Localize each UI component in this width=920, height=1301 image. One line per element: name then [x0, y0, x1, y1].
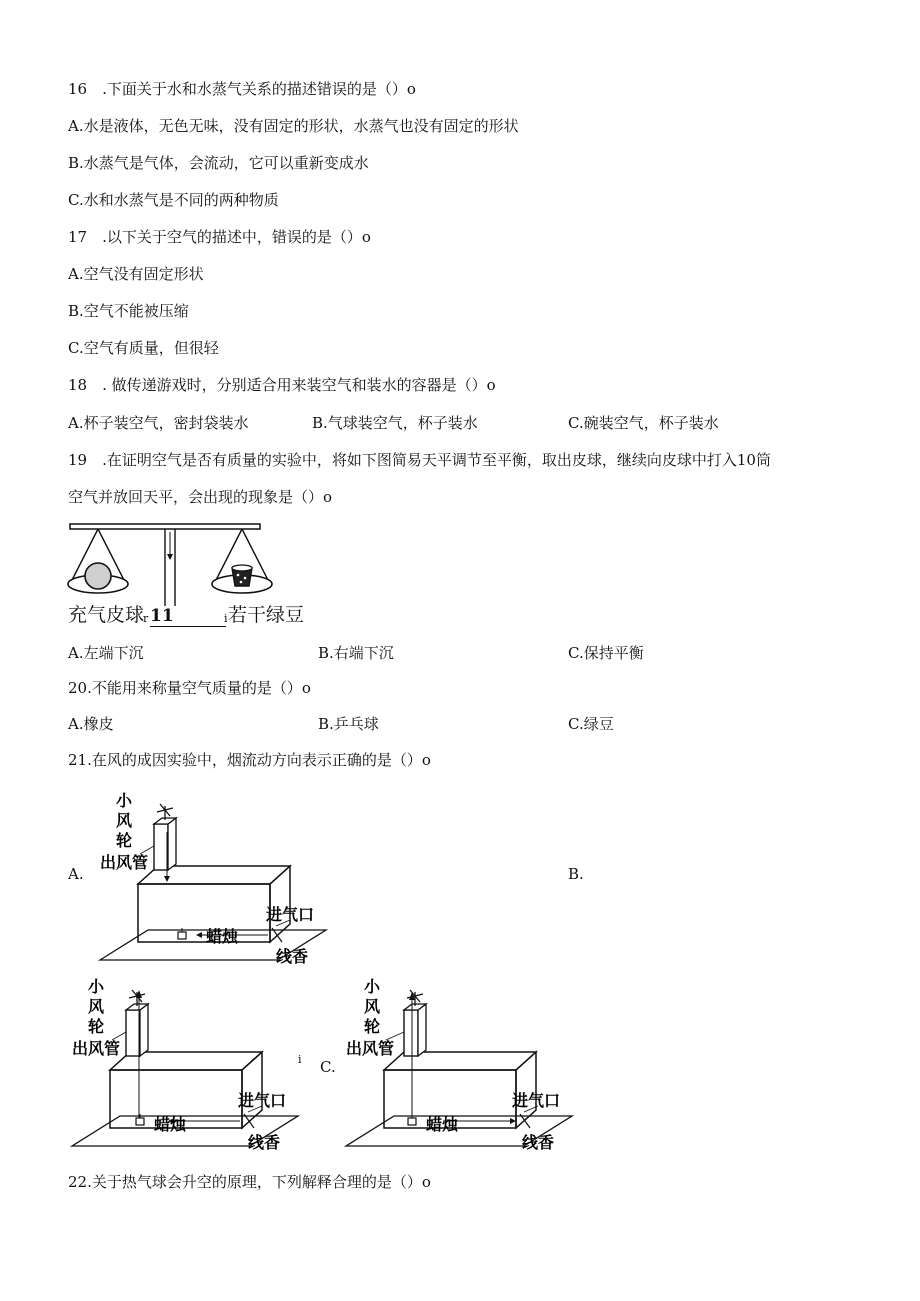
wind-figure-a — [98, 792, 328, 972]
q22-stem: 22.关于热气球会升空的原理，下列解释合理的是（）o — [68, 1173, 431, 1191]
q19-option-c: C.保持平衡 — [568, 644, 644, 662]
fig-c-label-inlet: 进气口 — [512, 1091, 561, 1110]
q19-option-b: B.右端下沉 — [318, 644, 394, 662]
balance-label-beans: 若干绿豆 — [228, 604, 305, 626]
q18-option-a: A.杯子装空气，密封袋装水 — [68, 414, 249, 432]
q21-label-c: C. — [320, 1058, 336, 1076]
fig-c-label-outlet: 出风管 — [346, 1039, 395, 1058]
q18-option-b: B.气球装空气，杯子装水 — [312, 414, 478, 432]
balance-label-ball: 充气皮球 — [68, 604, 145, 626]
q21-stem: 21.在风的成因实验中，烟流动方向表示正确的是（）o — [68, 751, 431, 769]
fig-b-label-outlet: 出风管 — [72, 1039, 121, 1058]
q20-option-a: A.橡皮 — [68, 715, 114, 733]
q20-option-b: B.乒乓球 — [318, 715, 379, 733]
fig-c-label-xiao: 小 — [364, 977, 381, 996]
fig-c-label-incense: 线香 — [522, 1133, 555, 1152]
fig-b-label-candle: 蜡烛 — [154, 1115, 187, 1134]
q16-option-a: A.水是液体，无色无味，没有固定的形状，水蒸气也没有固定的形状 — [68, 117, 519, 135]
q19-option-a: A.左端下沉 — [68, 644, 144, 662]
q18-option-c: C.碗装空气，杯子装水 — [568, 414, 719, 432]
fig-a-label-outlet: 出风管 — [100, 853, 149, 872]
q21-label-b: B. — [568, 865, 584, 883]
fig-a-label-incense: 线香 — [276, 947, 309, 966]
q17-option-a: A.空气没有固定形状 — [68, 265, 204, 283]
balance-stray-mark-1: r — [143, 612, 149, 625]
fig-c-label-feng: 风 — [364, 997, 381, 1016]
q19-stem-line2: 空气并放回天平，会出现的现象是（）o — [68, 488, 333, 506]
fig-a-label-feng: 风 — [116, 811, 133, 830]
q17-option-c: C.空气有质量，但很轻 — [68, 339, 219, 357]
q16-option-c: C.水和水蒸气是不同的两种物质 — [68, 191, 279, 209]
q16-stem: 16 .下面关于水和水蒸气关系的描述错误的是（）o — [68, 80, 416, 98]
q20-option-c: C.绿豆 — [568, 715, 614, 733]
fig-a-label-xiao: 小 — [116, 791, 133, 810]
fig-b-label-incense: 线香 — [248, 1133, 281, 1152]
fig-b-label-inlet: 进气口 — [238, 1091, 287, 1110]
fig-c-label-lun: 轮 — [364, 1017, 381, 1036]
ball-icon — [85, 563, 111, 589]
fig-a-label-lun: 轮 — [116, 831, 133, 850]
q17-stem: 17 .以下关于空气的描述中，错误的是（）o — [68, 228, 371, 246]
q18-stem: 18 . 做传递游戏时，分别适合用来装空气和装水的容器是（）o — [68, 376, 496, 394]
fig-c-label-candle: 蜡烛 — [426, 1115, 459, 1134]
q16-option-b: B.水蒸气是气体，会流动，它可以重新变成水 — [68, 154, 369, 172]
balance-figure — [60, 518, 300, 608]
q17-option-b: B.空气不能被压缩 — [68, 302, 189, 320]
fig-b-label-lun: 轮 — [88, 1017, 105, 1036]
wind-figure-c — [344, 978, 574, 1158]
fig-a-label-inlet: 进气口 — [266, 905, 315, 924]
balance-stand-label: 11 — [150, 606, 226, 627]
q20-stem: 20.不能用来称量空气质量的是（）o — [68, 679, 311, 697]
q19-stem-line1: 19 .在证明空气是否有质量的实验中，将如下图简易天平调节至平衡，取出皮球，继续向皮球中打入10筒 — [68, 451, 771, 469]
fig-a-label-candle: 蜡烛 — [206, 927, 239, 946]
fig-b-label-xiao: 小 — [88, 977, 105, 996]
balance-stray-mark-2: i — [224, 612, 228, 625]
q21-label-a: A. — [68, 865, 84, 883]
wind-figure-b — [70, 978, 300, 1158]
q21-stray-mark: i — [298, 1053, 302, 1066]
fig-b-label-feng: 风 — [88, 997, 105, 1016]
beans-cup-icon — [232, 565, 252, 586]
